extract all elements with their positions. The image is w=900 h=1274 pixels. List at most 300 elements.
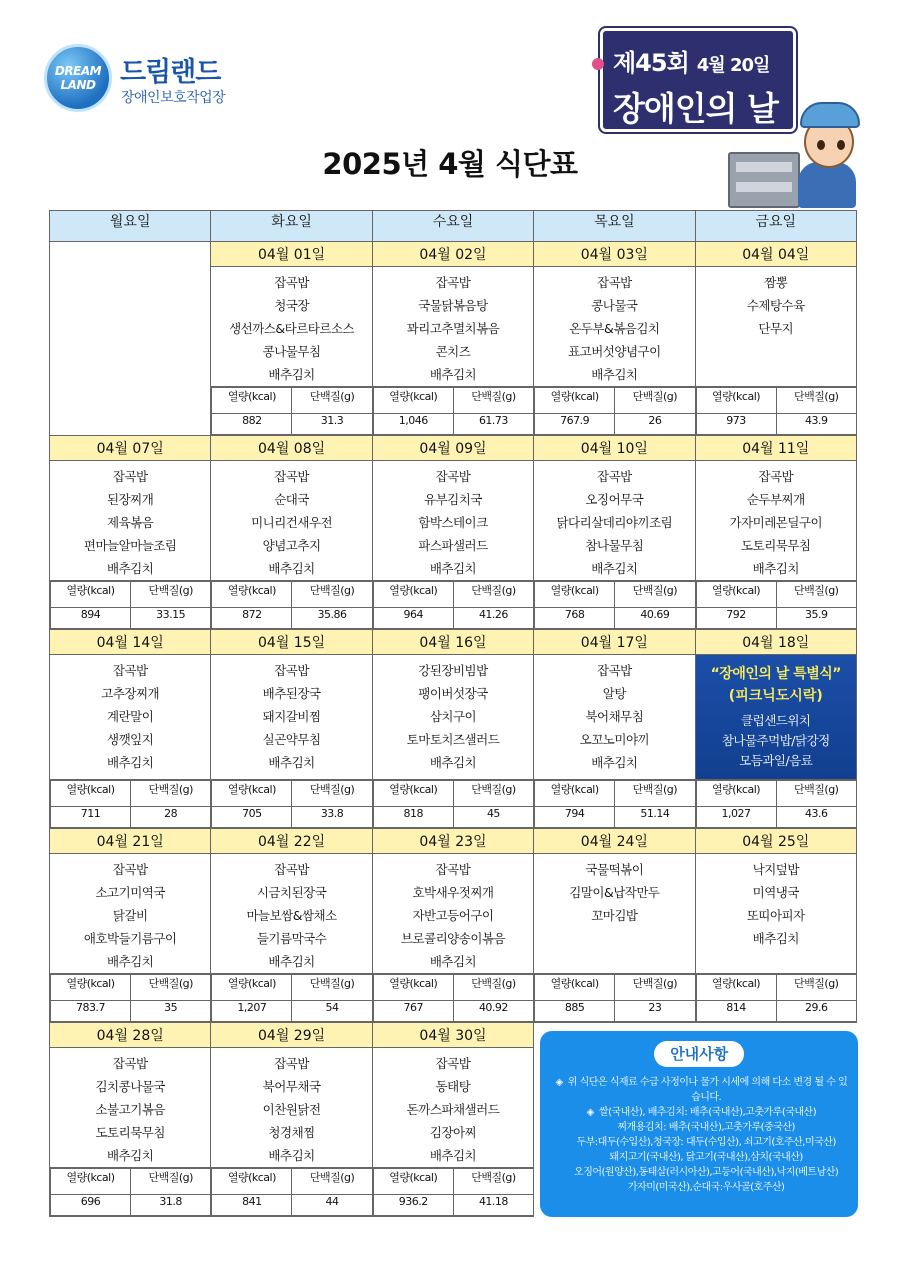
menu-item: 배추김치 — [752, 561, 799, 576]
menu-item: 배추김치 — [268, 954, 315, 969]
menu-item: 잡곡밥 — [597, 275, 632, 290]
kcal-label: 열량(kcal) — [373, 1169, 453, 1195]
day-menu-cell — [534, 655, 695, 780]
nutrition-label-row — [696, 388, 856, 414]
nutrition-table — [373, 1168, 533, 1216]
day-date: 04월 24일 — [534, 829, 695, 854]
notice-origin-line: 두부:대두(수입산),청국장: 대두(수입산), 쇠고기(호주산,미국산) — [576, 1137, 836, 1148]
protein-value: 51.14 — [615, 807, 695, 828]
menu-item: 김치콩나물국 — [95, 1079, 165, 1094]
kcal-label: 열량(kcal) — [373, 781, 453, 807]
kcal-label: 열량(kcal) — [51, 1169, 131, 1195]
menu-item: 삼치구이 — [429, 709, 477, 724]
menu-item: 잡곡밥 — [758, 469, 794, 484]
kcal-label: 열량(kcal) — [51, 781, 131, 807]
kcal-value: 783.7 — [51, 1001, 131, 1022]
menu-item: 배추김치 — [107, 1148, 154, 1163]
menu-item: 함박스테이크 — [418, 515, 488, 530]
menu-item: 편마늘알마늘조림 — [83, 538, 177, 553]
nutrition-label-row — [212, 388, 372, 414]
menu-list — [50, 461, 210, 580]
menu-item: 잡곡밥 — [112, 469, 148, 484]
nutrition-table — [534, 780, 694, 828]
nutrition-row — [50, 974, 857, 1023]
menu-item: 잡곡밥 — [112, 663, 148, 678]
menu-item: 잡곡밥 — [274, 1056, 309, 1071]
dreamland-badge-icon — [44, 44, 112, 112]
nutrition-table — [50, 1168, 210, 1216]
protein-label: 단백질(g) — [130, 1169, 210, 1195]
menu-item: 잡곡밥 — [435, 1056, 471, 1071]
nutrition-table — [696, 387, 856, 435]
nutrition-cell — [534, 974, 695, 1023]
date-row — [50, 436, 857, 461]
menu-item: 잡곡밥 — [112, 1056, 148, 1071]
nutrition-value-row — [373, 1195, 533, 1216]
menu-item: 소불고기볶음 — [95, 1102, 165, 1117]
menu-item: 국물떡볶이 — [585, 862, 644, 877]
menu-item: 돈까스파채샐러드 — [406, 1102, 500, 1117]
menu-item: 잡곡밥 — [435, 275, 471, 290]
day-date: 04월 17일 — [534, 630, 695, 655]
menu-item: 소고기미역국 — [95, 885, 165, 900]
nutrition-cell — [50, 1168, 211, 1217]
menu-item: 배추김치 — [429, 755, 477, 770]
menu-item: 모듬과일/음료 — [739, 753, 813, 768]
nutrition-label-row — [212, 975, 372, 1001]
nutrition-table — [211, 387, 371, 435]
menu-item: 오징어무국 — [585, 492, 644, 507]
nutrition-cell — [372, 780, 533, 829]
protein-value: 40.92 — [453, 1001, 533, 1022]
nutrition-value-row — [535, 1001, 695, 1022]
menu-item: 국물닭볶음탕 — [418, 298, 488, 313]
nutrition-label-row — [212, 582, 372, 608]
kcal-label: 열량(kcal) — [696, 388, 776, 414]
kcal-value: 936.2 — [373, 1195, 453, 1216]
nutrition-cell — [534, 581, 695, 630]
nutrition-table — [50, 581, 210, 629]
nutrition-cell — [211, 780, 372, 829]
weekday-header: 수요일 — [372, 211, 533, 242]
menu-item: 잡곡밥 — [274, 469, 309, 484]
menu-item: 꽈리고추멸치볶음 — [406, 321, 500, 336]
menu-item: 순두부찌개 — [746, 492, 805, 507]
protein-label: 단백질(g) — [453, 582, 533, 608]
protein-label: 단백질(g) — [776, 582, 856, 608]
protein-label: 단백질(g) — [453, 1169, 533, 1195]
menu-item: 가자미레몬딜구이 — [729, 515, 823, 530]
nutrition-value-row — [212, 414, 372, 435]
kcal-value: 768 — [535, 608, 615, 629]
menu-item: 동태탕 — [435, 1079, 471, 1094]
menu-item: 이찬원닭전 — [262, 1102, 321, 1117]
menu-item: 호박새우젓찌개 — [412, 885, 494, 900]
menu-item: 강된장비빔밥 — [418, 663, 488, 678]
nutrition-table — [534, 581, 694, 629]
nutrition-cell — [211, 1168, 372, 1217]
weekday-header: 금요일 — [695, 211, 856, 242]
nutrition-table — [211, 780, 371, 828]
protein-label: 단백질(g) — [776, 388, 856, 414]
kcal-label: 열량(kcal) — [535, 781, 615, 807]
day-date: 04월 28일 — [50, 1023, 211, 1048]
nutrition-table — [373, 780, 533, 828]
menu-item: 김장아찌 — [429, 1125, 477, 1140]
kcal-value: 792 — [696, 608, 776, 629]
protein-value: 31.3 — [292, 414, 372, 435]
notice-origin-line: 돼지고기(국내산), 닭고기(국내산),삼치(국내산) — [609, 1152, 803, 1163]
menu-item: 표고버섯양념구이 — [568, 344, 661, 359]
kcal-value: 894 — [51, 608, 131, 629]
day-menu-cell — [50, 655, 211, 780]
kcal-label: 열량(kcal) — [535, 975, 615, 1001]
nutrition-value-row — [696, 1001, 856, 1022]
notice-text: 위 식단은 식재료 수급 사정이나 물가 시세에 의해 다소 변경 될 수 있습니다. — [565, 1077, 848, 1103]
day-date: 04월 21일 — [50, 829, 211, 854]
day-menu-cell — [372, 267, 533, 387]
menu-item: 잡곡밥 — [597, 663, 632, 678]
kcal-label: 열량(kcal) — [51, 975, 131, 1001]
menu-list — [373, 267, 533, 386]
day-date: 04월 10일 — [534, 436, 695, 461]
nutrition-value-row — [696, 807, 856, 828]
protein-label: 단백질(g) — [615, 388, 695, 414]
menu-item: 자반고등어구이 — [412, 908, 494, 923]
nutrition-value-row — [535, 414, 695, 435]
menu-list — [696, 854, 856, 950]
menu-item: 마늘보쌈&쌈채소 — [246, 908, 337, 923]
menu-item: 미니리건새우전 — [251, 515, 333, 530]
menu-item: 콩나물국 — [591, 298, 638, 313]
kcal-value: 696 — [51, 1195, 131, 1216]
menu-item: 꼬마김밥 — [591, 908, 638, 923]
menu-list — [50, 854, 210, 973]
event-date: 4월 20일 — [696, 55, 770, 76]
nutrition-label-row — [373, 388, 533, 414]
menu-item: 알탕 — [602, 686, 626, 701]
day-menu-cell — [50, 1048, 211, 1168]
menu-item: 온두부&볶음김치 — [569, 321, 660, 336]
notice-origin-line: 오징어(원양산),동태살(러시아산),고등어(국내산),낙지(베트남산) — [574, 1167, 839, 1178]
event-name: 장애인의 날 — [613, 89, 778, 128]
protein-value: 35.9 — [776, 608, 856, 629]
chef-hat-icon — [800, 102, 860, 128]
menu-item: 북어채무침 — [585, 709, 644, 724]
nutrition-label-row — [696, 975, 856, 1001]
menu-item: 돼지갈비찜 — [262, 709, 321, 724]
nutrition-value-row — [373, 807, 533, 828]
protein-value: 41.18 — [453, 1195, 533, 1216]
nutrition-cell — [372, 974, 533, 1023]
protein-label: 단백질(g) — [292, 388, 372, 414]
protein-value: 40.69 — [615, 608, 695, 629]
menu-item: 배추김치 — [107, 561, 154, 576]
empty-day-cell — [50, 242, 211, 436]
food-row — [50, 461, 857, 581]
day-menu-cell — [372, 461, 533, 581]
nutrition-value-row — [51, 608, 211, 629]
nutrition-table — [211, 1168, 371, 1216]
protein-value: 29.6 — [776, 1001, 856, 1022]
menu-list — [373, 854, 533, 973]
day-menu-cell — [695, 461, 856, 581]
day-date: 04월 29일 — [211, 1023, 372, 1048]
brand-subtitle: 장애인보호작업장 — [121, 90, 226, 106]
day-menu-cell — [695, 655, 856, 780]
notice-box — [540, 1031, 858, 1217]
menu-item: 배추김치 — [429, 1148, 477, 1163]
menu-list — [534, 461, 694, 580]
nutrition-value-row — [212, 608, 372, 629]
protein-value: 33.15 — [130, 608, 210, 629]
kcal-value: 711 — [51, 807, 131, 828]
menu-item: 잡곡밥 — [112, 862, 148, 877]
food-row — [50, 655, 857, 780]
protein-value: 61.73 — [453, 414, 533, 435]
day-date: 04월 11일 — [695, 436, 856, 461]
weekday-header: 목요일 — [534, 211, 695, 242]
kcal-value: 818 — [373, 807, 453, 828]
kcal-label: 열량(kcal) — [212, 781, 292, 807]
day-date: 04월 02일 — [372, 242, 533, 267]
kcal-label: 열량(kcal) — [535, 388, 615, 414]
menu-item: 배추김치 — [107, 755, 154, 770]
date-row — [50, 829, 857, 854]
nutrition-table — [211, 581, 371, 629]
menu-item: 참나물무침 — [585, 538, 644, 553]
menu-item: 된장찌개 — [107, 492, 154, 507]
day-date: 04월 09일 — [372, 436, 533, 461]
menu-item: 콘치즈 — [435, 344, 471, 359]
day-date: 04월 04일 — [695, 242, 856, 267]
nutrition-value-row — [535, 608, 695, 629]
nutrition-value-row — [696, 414, 856, 435]
menu-item: 배추김치 — [429, 561, 477, 576]
nutrition-cell — [50, 780, 211, 829]
menu-item: 배추된장국 — [262, 686, 321, 701]
protein-label: 단백질(g) — [615, 582, 695, 608]
menu-item: 배추김치 — [268, 755, 315, 770]
day-menu-cell — [372, 655, 533, 780]
protein-label: 단백질(g) — [130, 582, 210, 608]
menu-list — [211, 655, 371, 774]
date-row — [50, 1023, 857, 1048]
nutrition-table — [50, 974, 210, 1022]
kcal-label: 열량(kcal) — [535, 582, 615, 608]
menu-list — [534, 854, 694, 927]
nutrition-label-row — [373, 975, 533, 1001]
menu-item: 잡곡밥 — [597, 469, 632, 484]
day-date: 04월 01일 — [211, 242, 372, 267]
weekday-header: 월요일 — [50, 211, 211, 242]
protein-value: 35 — [130, 1001, 210, 1022]
nutrition-label-row — [373, 781, 533, 807]
menu-item: 닭갈비 — [112, 908, 148, 923]
menu-item: 생선까스&타르타르소스 — [229, 321, 355, 336]
nutrition-value-row — [373, 608, 533, 629]
menu-item: 닭다리살데리야끼조림 — [556, 515, 673, 530]
nutrition-label-row — [51, 975, 211, 1001]
date-row — [50, 242, 857, 267]
menu-item: 잡곡밥 — [435, 469, 471, 484]
nutrition-cell — [695, 581, 856, 630]
menu-list — [373, 461, 533, 580]
nutrition-table — [211, 974, 371, 1022]
nutrition-cell — [695, 780, 856, 829]
nutrition-label-row — [51, 582, 211, 608]
protein-value: 35.86 — [292, 608, 372, 629]
page-title: 2025년 4월 식단표 — [322, 147, 578, 181]
nutrition-label-row — [535, 582, 695, 608]
menu-item: 팽이버섯장국 — [418, 686, 488, 701]
protein-label: 단백질(g) — [615, 975, 695, 1001]
protein-label: 단백질(g) — [776, 781, 856, 807]
menu-item: 생깻잎지 — [107, 732, 154, 747]
protein-label: 단백질(g) — [130, 975, 210, 1001]
special-menu-box — [696, 655, 856, 779]
menu-list — [696, 461, 856, 580]
nutrition-value-row — [51, 1001, 211, 1022]
menu-item: 실곤약무침 — [262, 732, 321, 747]
day-date: 04월 03일 — [534, 242, 695, 267]
menu-item: 배추김치 — [591, 561, 638, 576]
day-menu-cell — [695, 854, 856, 974]
day-menu-cell — [534, 854, 695, 974]
protein-value: 54 — [292, 1001, 372, 1022]
menu-item: 파스파샐러드 — [418, 538, 488, 553]
nutrition-table — [696, 974, 856, 1022]
nutrition-cell — [534, 780, 695, 829]
menu-list — [50, 1048, 210, 1167]
menu-list — [50, 655, 210, 774]
nutrition-row — [50, 780, 857, 829]
protein-label: 단백질(g) — [292, 781, 372, 807]
kcal-label: 열량(kcal) — [212, 975, 292, 1001]
nutrition-cell — [534, 387, 695, 436]
nutrition-label-row — [212, 1169, 372, 1195]
nutrition-label-row — [535, 781, 695, 807]
protein-value: 45 — [453, 807, 533, 828]
nutrition-value-row — [212, 1001, 372, 1022]
badge-text-line2: LAND — [60, 78, 96, 92]
weekday-header-row — [50, 211, 857, 242]
menu-item: 유부김치국 — [424, 492, 482, 507]
nutrition-label-row — [373, 1169, 533, 1195]
kcal-label: 열량(kcal) — [373, 582, 453, 608]
protein-label: 단백질(g) — [453, 975, 533, 1001]
menu-list — [211, 461, 371, 580]
day-menu-cell — [372, 854, 533, 974]
kcal-value: 1,207 — [212, 1001, 292, 1022]
menu-item: 시금치된장국 — [256, 885, 327, 900]
protein-value: 28 — [130, 807, 210, 828]
nutrition-value-row — [696, 608, 856, 629]
menu-item: 오꼬노미야끼 — [579, 732, 650, 747]
nutrition-label-row — [51, 781, 211, 807]
menu-item: 잡곡밥 — [274, 275, 309, 290]
menu-list — [534, 655, 694, 774]
nutrition-cell — [211, 974, 372, 1023]
kcal-label: 열량(kcal) — [51, 582, 131, 608]
menu-item: 짬뽕 — [764, 275, 788, 290]
event-edition: 제45회 — [613, 49, 689, 77]
menu-list — [534, 267, 694, 386]
menu-item: 배추김치 — [429, 367, 477, 382]
nutrition-cell — [50, 581, 211, 630]
nutrition-value-row — [51, 1195, 211, 1216]
menu-item: 애호박들기름구이 — [83, 931, 177, 946]
kcal-value: 1,027 — [696, 807, 776, 828]
menu-list — [373, 1048, 533, 1167]
nutrition-table — [373, 581, 533, 629]
kcal-value: 794 — [535, 807, 615, 828]
nutrition-value-row — [535, 807, 695, 828]
day-menu-cell — [50, 461, 211, 581]
day-menu-cell — [211, 655, 372, 780]
nutrition-value-row — [373, 1001, 533, 1022]
protein-value: 26 — [615, 414, 695, 435]
date-row — [50, 630, 857, 655]
kcal-value: 767.9 — [535, 414, 615, 435]
menu-item: 토마토치즈샐러드 — [406, 732, 500, 747]
protein-value: 33.8 — [292, 807, 372, 828]
menu-list — [696, 267, 856, 340]
protein-value: 43.9 — [776, 414, 856, 435]
nutrition-label-row — [696, 582, 856, 608]
menu-item: 브로콜리양송이볶음 — [400, 931, 506, 946]
nutrition-label-row — [535, 975, 695, 1001]
kcal-label: 열량(kcal) — [696, 582, 776, 608]
nutrition-table — [696, 581, 856, 629]
day-menu-cell — [534, 461, 695, 581]
protein-value: 44 — [292, 1195, 372, 1216]
menu-item: 미역냉국 — [752, 885, 799, 900]
notice-origin-line: 찌개용김치: 배추(국내산),고춧가루(중국산) — [617, 1122, 795, 1133]
menu-item: 계란말이 — [107, 709, 154, 724]
menu-list — [211, 854, 371, 973]
protein-label: 단백질(g) — [776, 975, 856, 1001]
notice-item — [548, 1105, 850, 1120]
protein-label: 단백질(g) — [615, 781, 695, 807]
kcal-value: 964 — [373, 608, 453, 629]
notice-title: 안내사항 — [654, 1041, 744, 1067]
menu-list — [211, 267, 371, 386]
notice-item — [548, 1075, 850, 1105]
menu-item: 청경채찜 — [268, 1125, 315, 1140]
nutrition-label-row — [373, 582, 533, 608]
flower-icon — [592, 58, 604, 70]
day-date: 04월 25일 — [695, 829, 856, 854]
day-menu-cell — [211, 854, 372, 974]
protein-value: 43.6 — [776, 807, 856, 828]
nutrition-value-row — [51, 807, 211, 828]
menu-item: 콩나물무침 — [262, 344, 321, 359]
special-menu-subtitle: (피크닉도시락) — [728, 688, 823, 704]
nutrition-table — [373, 974, 533, 1022]
nutrition-table — [534, 387, 694, 435]
notice-cell — [534, 1023, 857, 1217]
nutrition-cell — [695, 974, 856, 1023]
day-date: 04월 07일 — [50, 436, 211, 461]
menu-item: 배추김치 — [107, 954, 154, 969]
notice-origin-line: 가자미(미국산),순대국:우사골(호주산) — [627, 1182, 785, 1193]
protein-label: 단백질(g) — [292, 1169, 372, 1195]
day-menu-cell — [211, 267, 372, 387]
kcal-label: 열량(kcal) — [696, 975, 776, 1001]
day-date: 04월 22일 — [211, 829, 372, 854]
menu-item: 도토리묵무침 — [741, 538, 811, 553]
